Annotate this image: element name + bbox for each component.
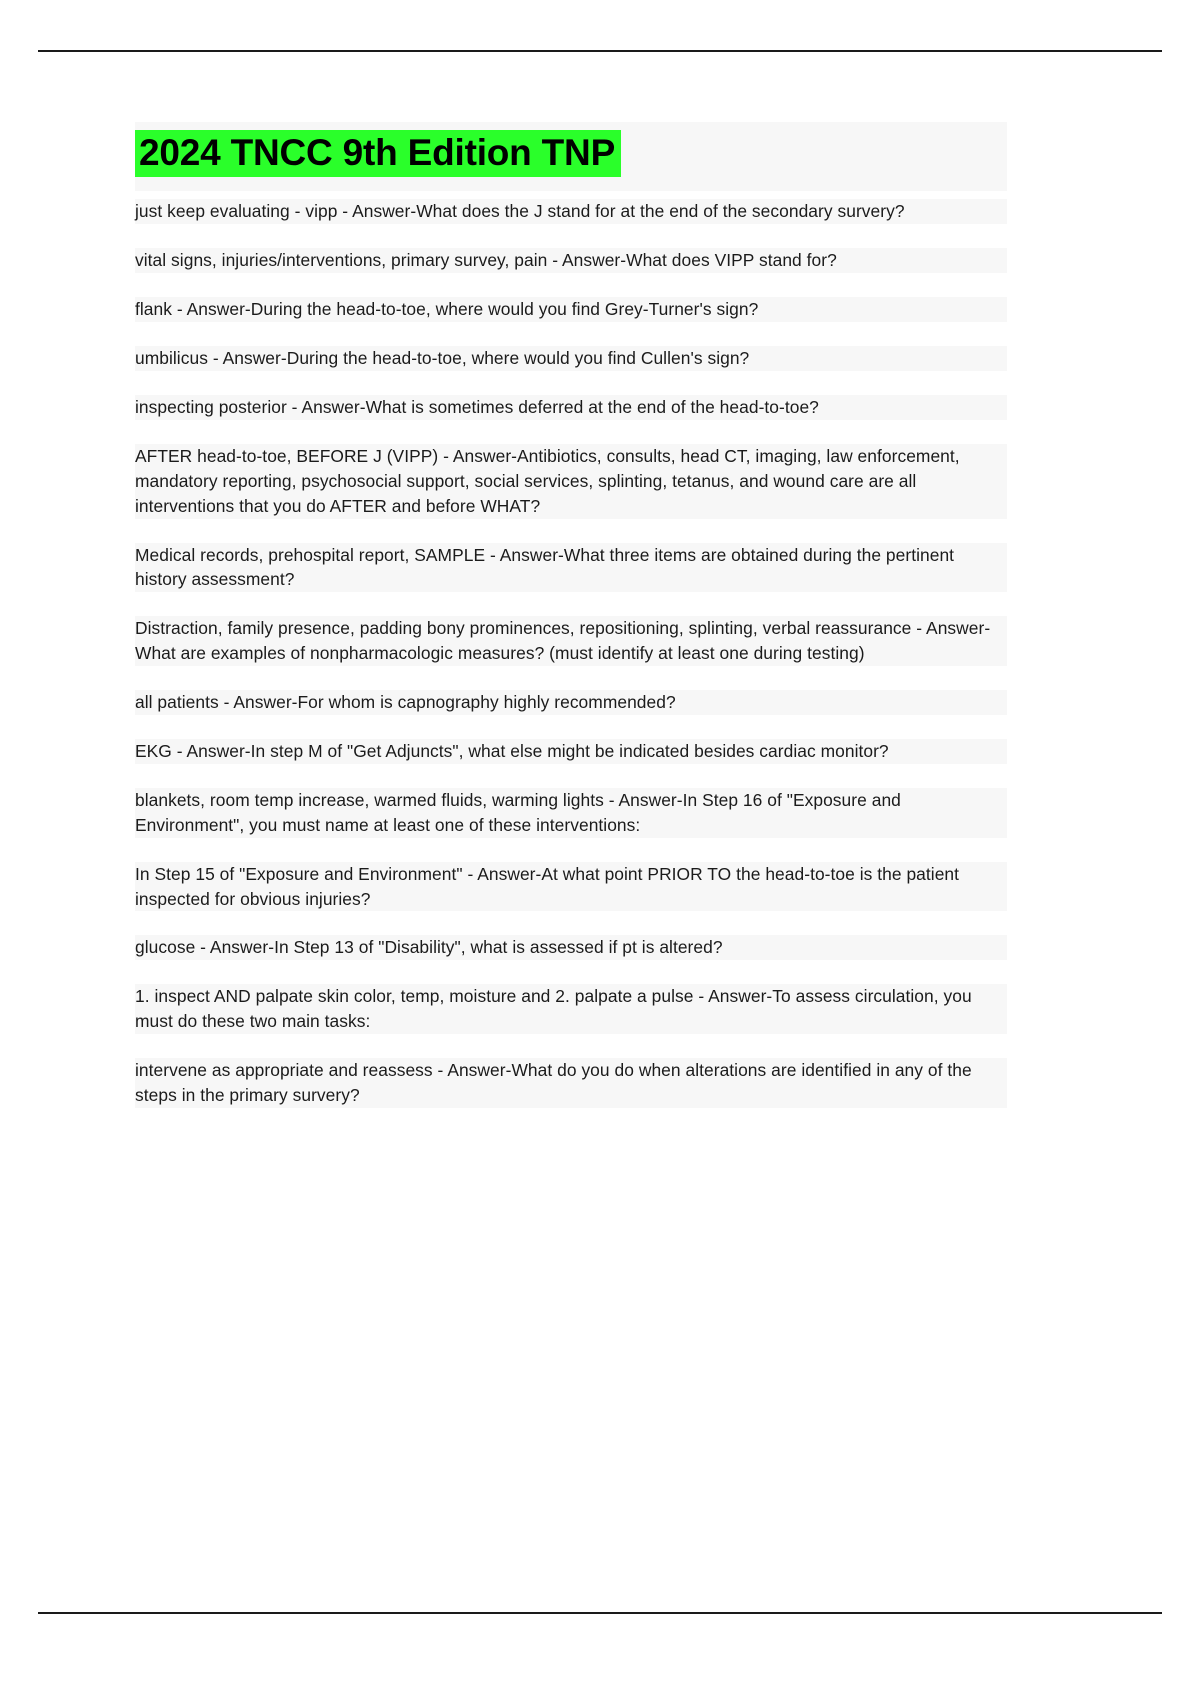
page-title-container (135, 122, 1007, 191)
qa-entry: Medical records, prehospital report, SAMPLE - Answer-What three items are obtained during the pertinent history assessment? (135, 543, 1007, 593)
qa-entry: vital signs, injuries/interventions, primary survey, pain - Answer-What does VIPP stand for? (135, 248, 1007, 273)
qa-entry: EKG - Answer-In step M of "Get Adjuncts", what else might be indicated besides cardiac monitor? (135, 739, 1007, 764)
qa-entry: just keep evaluating - vipp - Answer-What does the J stand for at the end of the secondary survery? (135, 199, 1007, 224)
qa-entry: AFTER head-to-toe, BEFORE J (VIPP) - Answer-Antibiotics, consults, head CT, imaging, law enforcement, mandatory reporting, psychosocial support, social services, splinting, tetanus, and wound care are all interventions that you do AFTER and before WHAT? (135, 444, 1007, 519)
qa-entry: flank - Answer-During the head-to-toe, where would you find Grey-Turner's sign? (135, 297, 1007, 322)
qa-entry: inspecting posterior - Answer-What is sometimes deferred at the end of the head-to-toe? (135, 395, 1007, 420)
qa-entry: intervene as appropriate and reassess - Answer-What do you do when alterations are identified in any of the steps in the primary survery? (135, 1058, 1007, 1108)
qa-entry: umbilicus - Answer-During the head-to-toe, where would you find Cullen's sign? (135, 346, 1007, 371)
qa-entry: Distraction, family presence, padding bony prominences, repositioning, splinting, verbal reassurance - Answer-What are examples of nonpharmacologic measures? (must identify at least one during testing) (135, 616, 1007, 666)
qa-entry: In Step 15 of "Exposure and Environment" - Answer-At what point PRIOR TO the head-to-toe is the patient inspected for obvious injuries? (135, 862, 1007, 912)
footer-divider (38, 1612, 1162, 1614)
document-content (135, 122, 1007, 1108)
qa-entry: 1. inspect AND palpate skin color, temp, moisture and 2. palpate a pulse - Answer-To assess circulation, you must do these two main tasks: (135, 984, 1007, 1034)
qa-entry: all patients - Answer-For whom is capnography highly recommended? (135, 690, 1007, 715)
qa-entry: glucose - Answer-In Step 13 of "Disability", what is assessed if pt is altered? (135, 935, 1007, 960)
header-divider (38, 50, 1162, 52)
page-title: 2024 TNCC 9th Edition TNP (135, 130, 621, 177)
qa-entry: blankets, room temp increase, warmed fluids, warming lights - Answer-In Step 16 of "Exposure and Environment", you must name at least one of these interventions: (135, 788, 1007, 838)
